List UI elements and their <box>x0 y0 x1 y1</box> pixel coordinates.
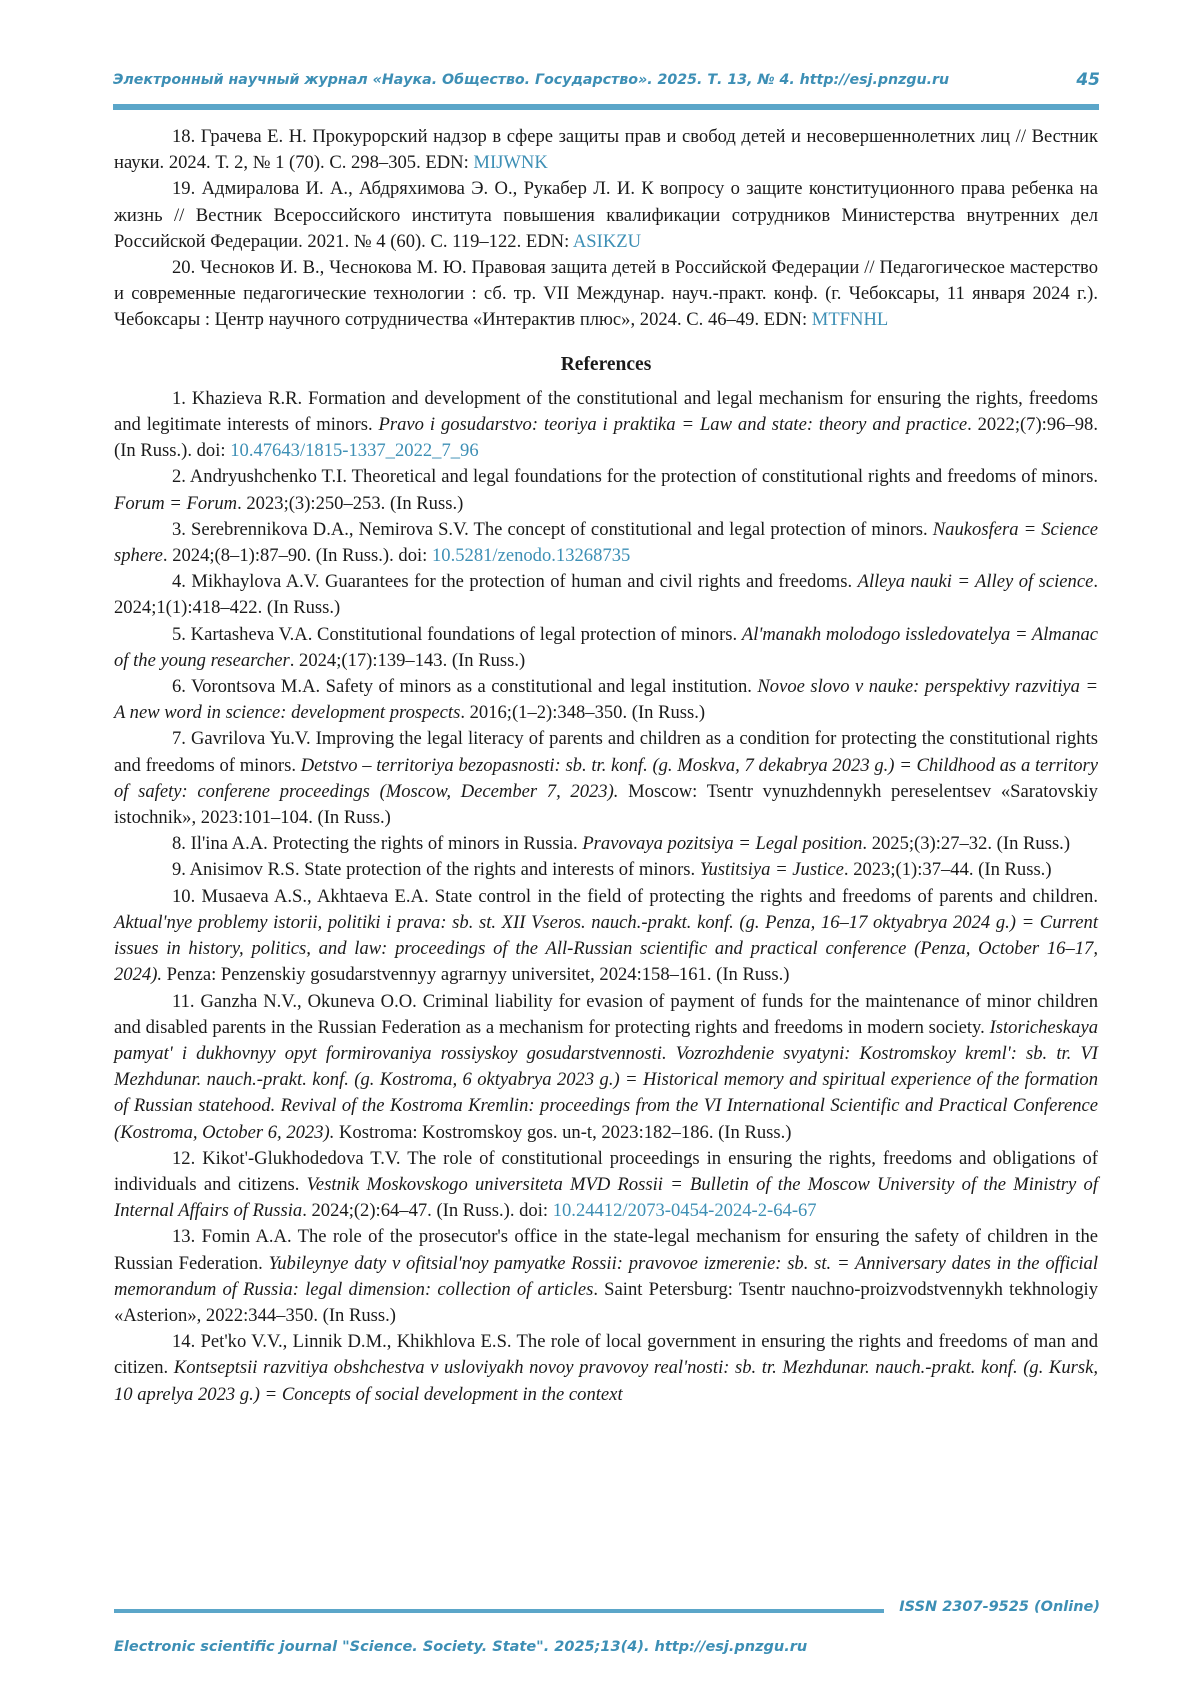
reference-item <box>114 622 1098 674</box>
reference-details: . 2023;(1):37–44. (In Russ.) <box>843 859 1052 881</box>
header-journal-title: Электронный научный журнал «Наука. Общество. Государство». 2025. Т. 13, № 4. http://esj.pnzgu.ru <box>113 72 950 88</box>
reference-text: 4. Mikhaylova A.V. Guarantees for the protection of human and civil rights and freedoms. <box>172 571 858 593</box>
reference-item <box>114 1224 1098 1329</box>
reference-source: Novoe slovo v nauke: perspektivy razvitiya = A new word in science: development prospects <box>114 676 1098 724</box>
footer-divider <box>114 1609 884 1613</box>
reference-source: Pravovaya pozitsiya = Legal position <box>582 833 863 855</box>
reference-source: Al'manakh molodogo issledovatelya = Almanac of the young researcher <box>114 623 1099 671</box>
reference-text: 1. Khazieva R.R. Formation and development of the constitutional and legal mechanism for ensuring the rights, freedoms and legitimate interests of minors. <box>114 387 1098 436</box>
page-number: 45 <box>1076 70 1100 90</box>
reference-text: 14. Pet'ko V.V., Linnik D.M., Khikhlova E.S. The role of local government in ensuring the rights and freedoms of man and citizen. <box>114 1331 1098 1379</box>
reference-text: 8. Il'ina A.A. Protecting the rights of minors in Russia. <box>172 833 583 855</box>
reference-text: 3. Serebrennikova D.A., Nemirova S.V. The concept of constitutional and legal protection of minors. <box>172 518 933 540</box>
reference-item <box>114 569 1098 621</box>
reference-source: Detstvo – territoriya bezopasnosti: sb. tr. konf. (g. Moskva, 7 dekabrya 2023 g.) = Childhood as a territory of safety: conferene proceedings (Moscow, December 7, 2023). <box>114 754 1098 802</box>
doi-link[interactable]: 10.47643/1815-1337_2022_7_96 <box>230 440 479 462</box>
reference-details: Penza: Penzenskiy gosudarstvennyy agrarnyy universitet, 2024:158–161. (In Russ.) <box>162 964 790 986</box>
reference-text: 2. Andryushchenko T.I. Theoretical and legal foundations for the protection of constitutional rights and freedoms of minors. <box>172 466 1098 488</box>
footer-issn: ISSN 2307-9525 (Online) <box>899 1599 1100 1615</box>
reference-text: 12. Kikot'-Glukhodedova T.V. The role of constitutional proceedings in ensuring the rights, freedoms and obligations of individuals and citizens. <box>114 1147 1098 1195</box>
edn-link[interactable]: MIJWNK <box>473 152 548 174</box>
header-divider <box>113 104 1099 110</box>
reference-text: 19. Адмиралова И. А., Абдряхимова Э. О., Рукабер Л. И. К вопросу о защите конституционного права ребенка на жизнь // Вестник Всероссийского института повышения квалификации сотрудников Министерства внутренних дел Российской Федерации. 2021. № 4 (60). С. 119–122. EDN: <box>114 178 1098 252</box>
running-header <box>113 72 1100 96</box>
reference-source: Pravo i gosudarstvo: teoriya i praktika = Law and state: theory and practice <box>378 414 968 436</box>
reference-item <box>114 176 1098 255</box>
doi-link[interactable]: 10.24412/2073-0454-2024-2-64-67 <box>552 1200 817 1222</box>
reference-details: . 2023;(3):250–253. (In Russ.) <box>237 492 464 514</box>
reference-item <box>114 989 1098 1146</box>
reference-text: 20. Чесноков И. В., Чеснокова М. Ю. Правовая защита детей в Российской Федерации // Педагогическое мастерство и современные педагогические технологии : сб. тр. VII Междунар. науч.-практ. конф. (г. Чебоксары, 11 января 2024 г.). Чебоксары : Центр научного сотрудничества «Интерактив плюс», 2024. С. 46–49. EDN: <box>114 257 1098 331</box>
reference-details: . 2024;(17):139–143. (In Russ.) <box>289 649 526 671</box>
reference-text: 18. Грачева Е. Н. Прокурорский надзор в сфере защиты прав и свобод детей и несовершеннолетних лиц // Вестник науки. 2024. Т. 2, № 1 (70). С. 298–305. EDN: <box>114 126 1098 174</box>
reference-item <box>114 517 1098 569</box>
reference-text: 7. Gavrilova Yu.V. Improving the legal literacy of parents and children as a condition for protecting the constitutional rights and freedoms of minors. <box>114 728 1098 776</box>
reference-text: 5. Kartasheva V.A. Constitutional foundations of legal protection of minors. <box>172 623 742 645</box>
reference-details: . 2024;(2):64–47. (In Russ.). doi: <box>302 1200 553 1222</box>
reference-text: 11. Ganzha N.V., Okuneva O.O. Criminal liability for evasion of payment of funds for the maintenance of minor children and disabled parents in the Russian Federation as a mechanism for protecting rights and freedoms in modern society. <box>114 990 1098 1038</box>
reference-text: 6. Vorontsova M.A. Safety of minors as a constitutional and legal institution. <box>172 676 758 698</box>
edn-link[interactable]: MTFNHL <box>811 309 889 331</box>
reference-details: Kostroma: Kostromskoy gos. un-t, 2023:182–186. (In Russ.) <box>334 1121 792 1143</box>
reference-item <box>114 386 1098 465</box>
reference-details: . 2024;(8–1):87–90. (In Russ.). doi: <box>162 545 432 567</box>
reference-source: Aktual'nye problemy istorii, politiki i prava: sb. st. XII Vseros. nauch.-prakt. konf. (g. Penza, 16–17 oktyabrya 2024 g.) = Current issues in history, politics, and law: proceedings of the All-Russian scientific and practical conference (Penza, October 16–17, 2024). <box>114 911 1098 986</box>
reference-details: . 2024;1(1):418–422. (In Russ.) <box>114 571 1098 619</box>
reference-item <box>114 255 1098 334</box>
reference-source: Alleya nauki = Alley of science <box>857 571 1094 593</box>
doi-link[interactable]: 10.5281/zenodo.13268735 <box>431 545 631 567</box>
reference-text: 10. Musaeva A.S., Akhtaeva E.A. State control in the field of protecting the rights and freedoms of parents and children. <box>172 885 1098 907</box>
footer-journal-title: Electronic scientific journal "Science. Society. State". 2025;13(4). http://esj.pnzgu.ru <box>114 1639 808 1655</box>
reference-item <box>114 464 1098 516</box>
reference-source: Forum = Forum <box>114 492 238 514</box>
reference-details: . 2016;(1–2):348–350. (In Russ.) <box>460 702 706 724</box>
reference-item <box>114 1329 1098 1408</box>
reference-text: 13. Fomin A.A. The role of the prosecutor's office in the state-legal mechanism for ensuring the safety of children in the Russian Federation. <box>114 1226 1098 1274</box>
reference-source: Istoricheskaya pamyat' i dukhovnyy opyt formirovaniya rossiyskoy gosudarstvennosti. Vozrozhdenie svyatyni: Kostromskoy kreml': sb. tr. VI Mezhdunar. nauch.-prakt. konf. (g. Kostroma, 6 oktyabrya 2023 g.) = Historical memory and spiritual experience of the formation of Russian statehood. Revival of the Kostroma Kremlin: proceedings from the VI International Scientific and Practical Conference (Kostroma, October 6, 2023). <box>114 1016 1098 1143</box>
edn-link[interactable]: ASIKZU <box>572 230 642 252</box>
reference-details: . Saint Petersburg: Tsentr nauchno-proizvodstvennykh tekhnologiy «Asterion», 2022:344–350. (In Russ.) <box>114 1278 1099 1326</box>
reference-item <box>114 726 1098 831</box>
reference-source: Kontseptsii razvitiya obshchestva v usloviyakh novoy pravovoy real'nosti: sb. tr. Mezhdunar. nauch.-prakt. konf. (g. Kursk, 10 aprelya 2023 g.) = Concepts of social development in the context <box>114 1357 1098 1405</box>
reference-item <box>114 674 1098 726</box>
reference-source: Yubileynye daty v ofitsial'noy pamyatke Rossii: pravovoe izmerenie: sb. st. = Anniversary dates in the official memorandum of Russia: legal dimension: collection of articles <box>114 1252 1098 1300</box>
reference-item <box>114 884 1098 989</box>
reference-text: 9. Anisimov R.S. State protection of the rights and interests of minors. <box>172 859 700 881</box>
reference-item <box>114 831 1098 857</box>
reference-item <box>114 124 1098 176</box>
reference-details: Moscow: Tsentr vynuzhdennykh pereselentsev «Saratovskiy istochnik», 2023:101–104. (In Russ.) <box>114 780 1098 829</box>
reference-details: . 2025;(3):27–32. (In Russ.) <box>862 833 1071 855</box>
reference-source: Vestnik Moskovskogo universiteta MVD Rossii = Bulletin of the Moscow University of the Ministry of Internal Affairs of Russia <box>114 1173 1098 1222</box>
english-reference-list <box>114 386 1098 1408</box>
reference-source: Yustitsiya = Justice <box>699 859 844 881</box>
references-heading: References <box>560 353 652 375</box>
russian-reference-list <box>114 124 1098 334</box>
reference-item <box>114 857 1098 883</box>
reference-item <box>114 1146 1098 1225</box>
reference-details: . 2022;(7):96–98. (In Russ.). doi: <box>114 414 1098 462</box>
page-body <box>114 124 1098 1408</box>
reference-source: Naukosfera = Science sphere <box>114 518 1098 567</box>
